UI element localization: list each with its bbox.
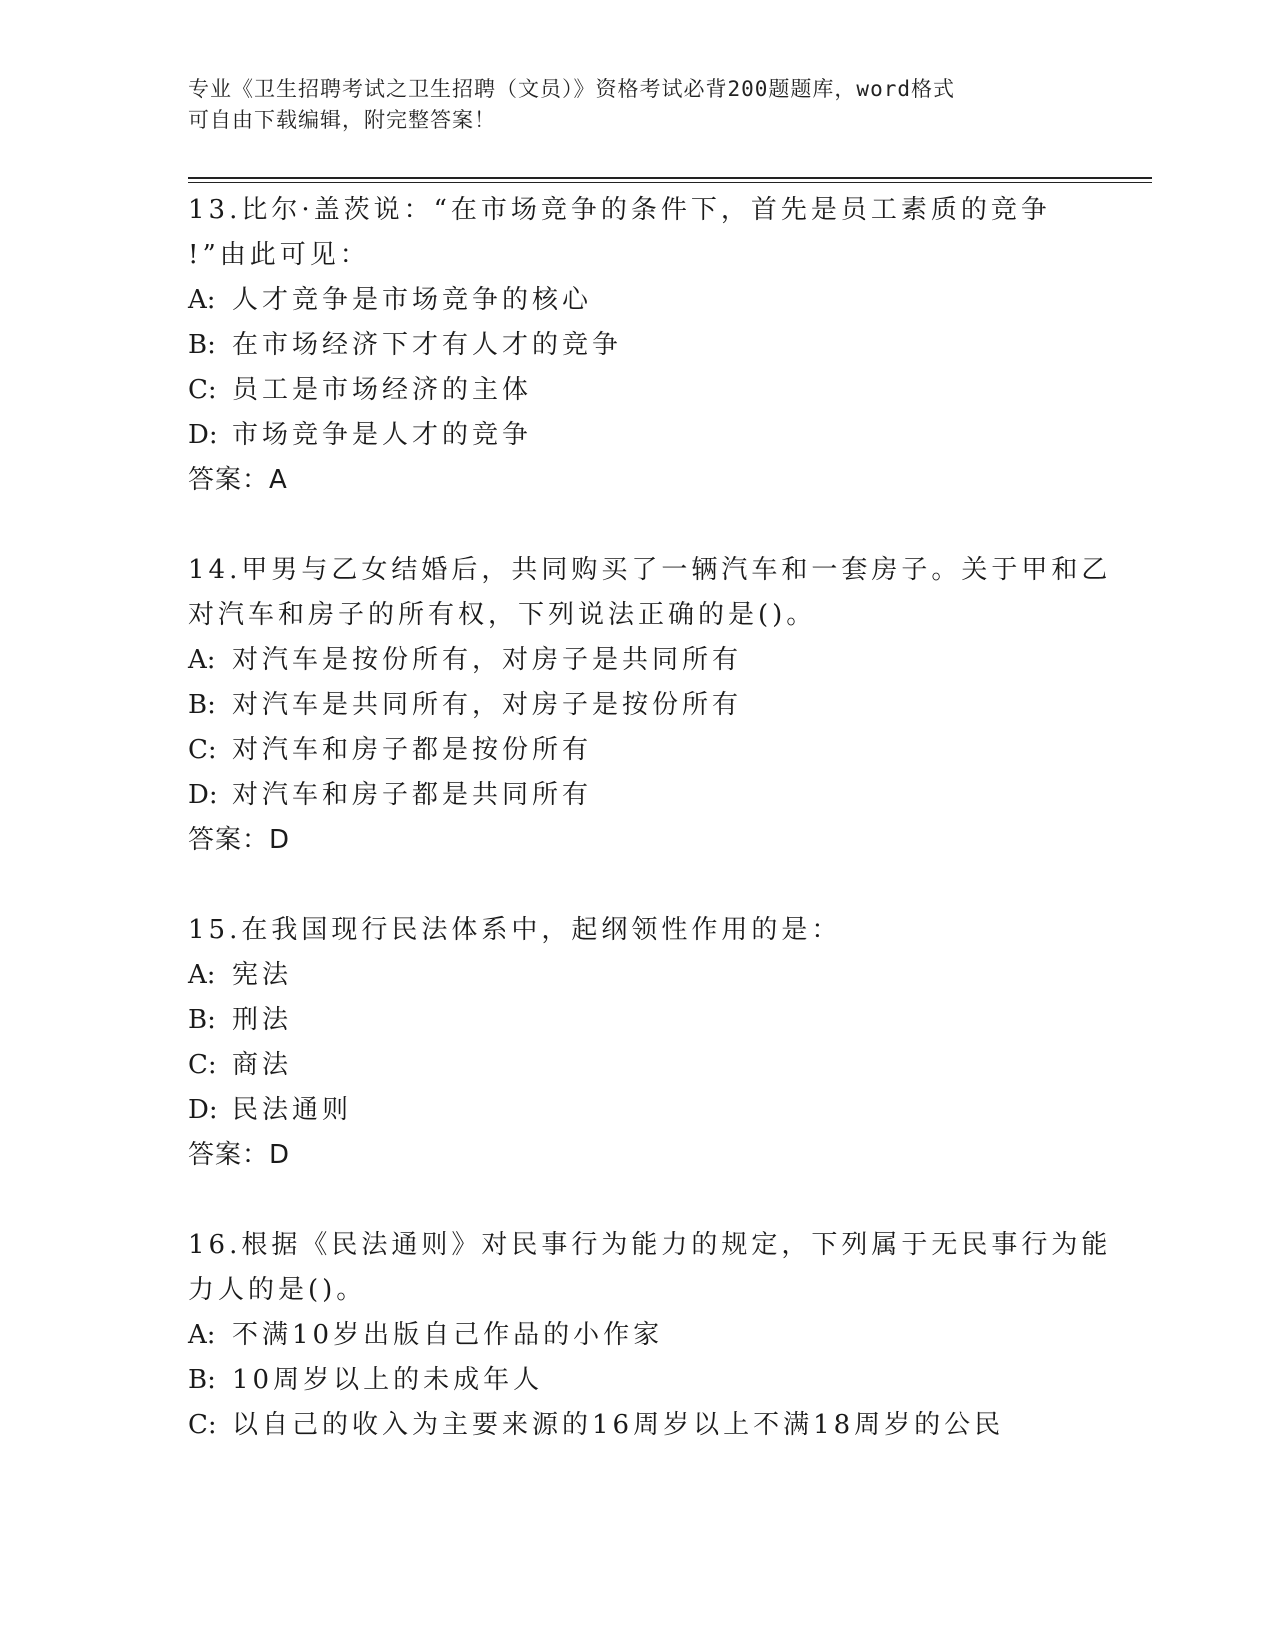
option-text: 刑法 [232, 1005, 293, 1035]
option-key: D: [188, 420, 218, 450]
option-a [188, 953, 1088, 998]
option-key: D: [188, 780, 218, 810]
question-stem-line: 15.在我国现行民法体系中，起纲领性作用的是： [188, 915, 842, 945]
option-key: B: [188, 1365, 216, 1395]
option-text: 以自己的收入为主要来源的16周岁以上不满18周岁的公民 [232, 1410, 1005, 1440]
question-stem-line: 13.比尔·盖茨说：“在市场竞争的条件下，首先是员工素质的竞争 [188, 195, 1051, 225]
option-b [188, 683, 1088, 728]
option-key: C: [188, 1050, 217, 1080]
option-a [188, 278, 1088, 323]
question-list [188, 188, 1112, 1493]
option-key: A: [188, 1320, 216, 1350]
option-text: 对汽车是共同所有，对房子是按份所有 [232, 690, 743, 720]
option-c [188, 728, 1088, 773]
question-stem-line: 14.甲男与乙女结婚后，共同购买了一辆汽车和一套房子。关于甲和乙 [188, 555, 1112, 585]
document-header [188, 74, 1068, 136]
header-divider-thin [188, 182, 1152, 183]
answer-line: 答案：D [188, 1140, 291, 1170]
question-stem-line: 16.根据《民法通则》对民事行为能力的规定，下列属于无民事行为能 [188, 1230, 1112, 1260]
question-13 [188, 188, 1088, 503]
option-key: A: [188, 645, 216, 675]
option-text: 对汽车是按份所有，对房子是共同所有 [232, 645, 743, 675]
option-text: 不满10岁出版自己作品的小作家 [232, 1320, 664, 1350]
option-c [188, 368, 1088, 413]
option-text: 对汽车和房子都是共同所有 [232, 780, 593, 810]
question-stem-line: !”由此可见： [188, 240, 370, 270]
question-stem-line: 力人的是()。 [188, 1275, 367, 1305]
option-key: B: [188, 690, 216, 720]
option-a [188, 1313, 1088, 1358]
option-b [188, 323, 1088, 368]
option-d [188, 1088, 1088, 1133]
option-key: A: [188, 960, 216, 990]
option-key: C: [188, 735, 217, 765]
option-text: 10周岁以上的未成年人 [232, 1365, 544, 1395]
question-14 [188, 548, 1112, 863]
answer-line: 答案：A [188, 465, 288, 495]
option-key: C: [188, 375, 217, 405]
option-key: B: [188, 330, 216, 360]
header-title-line-2: 可自由下载编辑，附完整答案！ [188, 108, 496, 132]
option-key: D: [188, 1095, 218, 1125]
option-text: 市场竞争是人才的竞争 [232, 420, 533, 450]
question-15 [188, 908, 1088, 1178]
question-stem-line: 对汽车和房子的所有权，下列说法正确的是()。 [188, 600, 817, 630]
option-text: 在市场经济下才有人才的竞争 [232, 330, 623, 360]
option-d [188, 773, 1088, 818]
option-d [188, 413, 1088, 458]
option-text: 对汽车和房子都是按份所有 [232, 735, 593, 765]
option-key: C: [188, 1410, 217, 1440]
answer-line: 答案：D [188, 825, 291, 855]
option-text: 商法 [232, 1050, 293, 1080]
option-text: 员工是市场经济的主体 [232, 375, 533, 405]
option-key: B: [188, 1005, 216, 1035]
option-c [188, 1403, 1088, 1448]
header-title-line-1: 专业《卫生招聘考试之卫生招聘（文员）》资格考试必背200题题库，word格式 [188, 77, 955, 101]
option-text: 人才竞争是市场竞争的核心 [232, 285, 593, 315]
option-b [188, 998, 1088, 1043]
option-text: 民法通则 [232, 1095, 353, 1125]
question-16 [188, 1223, 1112, 1448]
header-divider-thick [188, 177, 1152, 179]
option-text: 宪法 [232, 960, 293, 990]
option-key: A: [188, 285, 216, 315]
option-b [188, 1358, 1088, 1403]
option-a [188, 638, 1088, 683]
option-c [188, 1043, 1088, 1088]
